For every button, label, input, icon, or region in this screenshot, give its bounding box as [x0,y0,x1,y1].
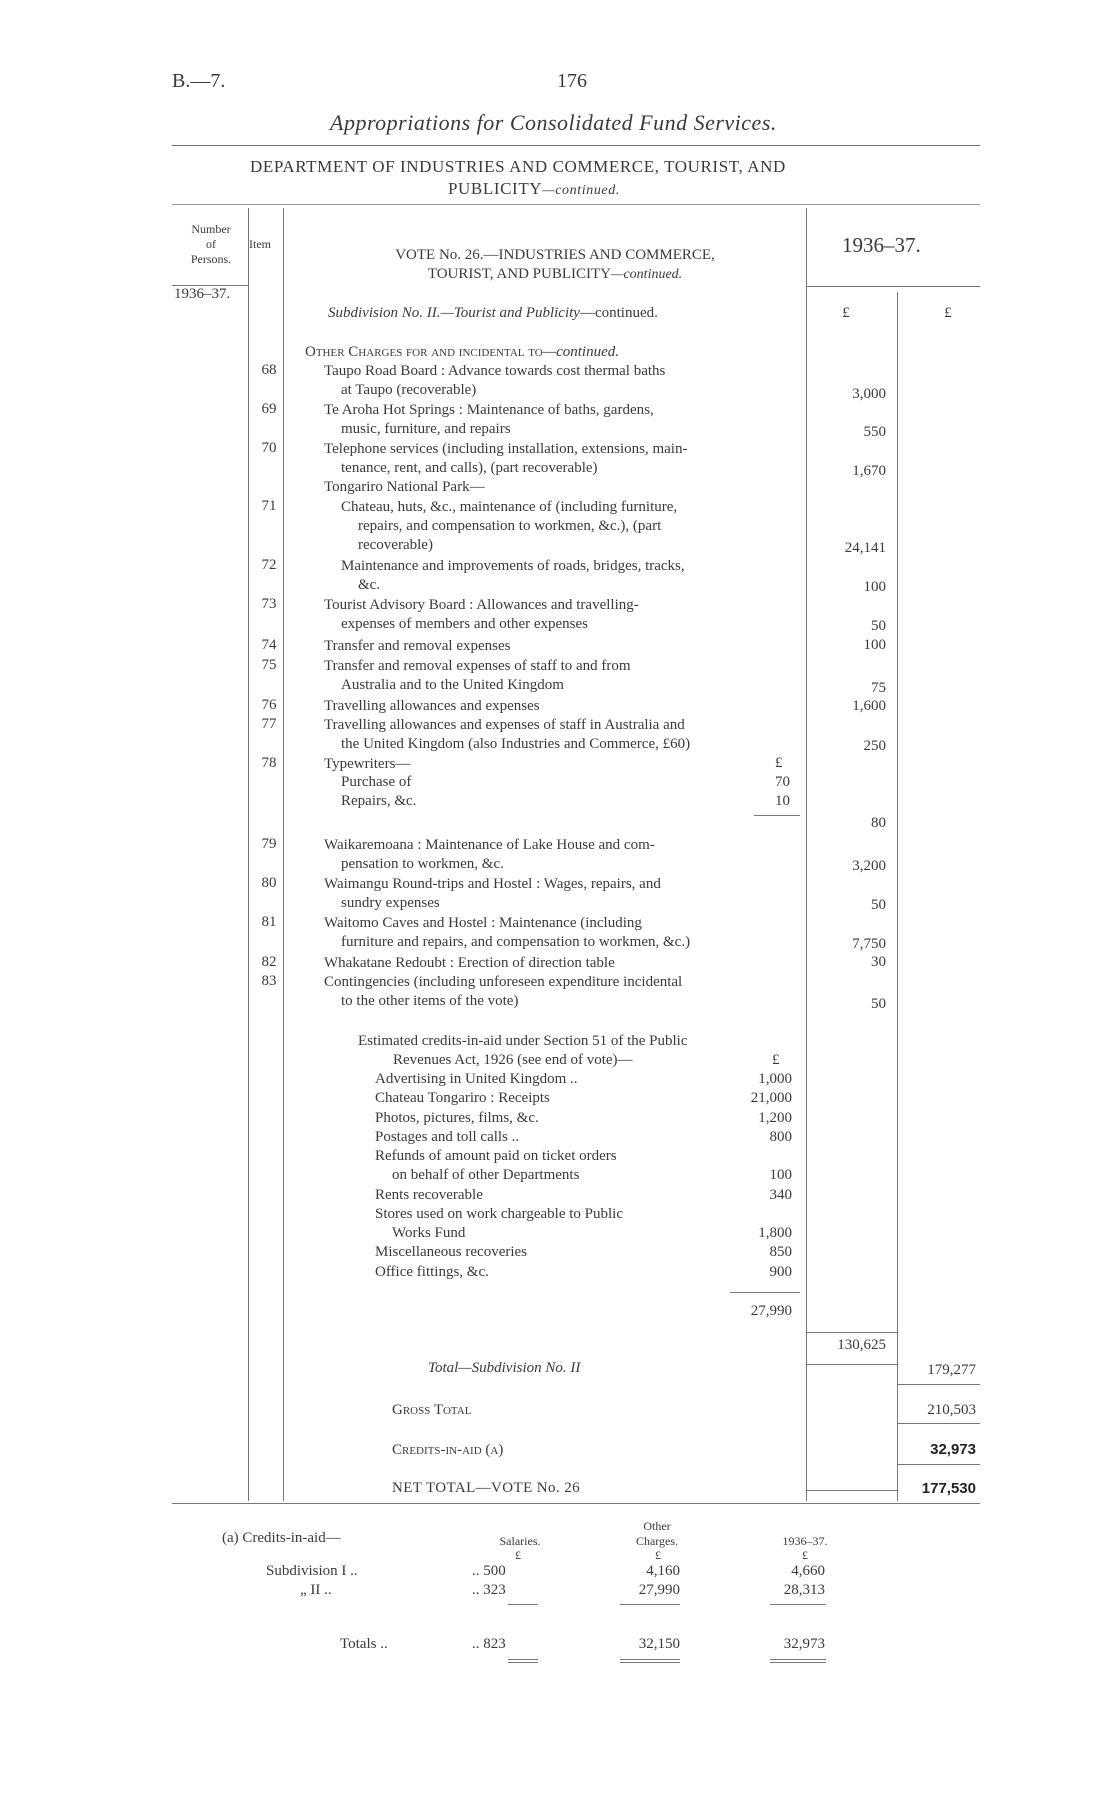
list-item: Waimangu Round-trips and Hostel : Wages, repairs, and sundry expenses [324,876,661,911]
credit-row-label: Refunds of amount paid on ticket orders [375,1148,617,1164]
item-amount: 80 [871,815,886,831]
subtotal-label: Total—Subdivision No. II [428,1360,581,1376]
item-amount: 100 [863,579,886,595]
item-number: 80 [261,875,277,891]
item-amount: 24,141 [844,540,886,556]
item-number: 70 [261,440,277,456]
footnote-row-other: 4,160 [646,1563,680,1579]
credit-row-amount: 340 [769,1187,792,1203]
pound-column-1: £ [842,305,850,321]
credit-row-amount: 21,000 [750,1090,792,1106]
list-item: Travelling allowances and expenses of staff in Australia and the United Kingdom (also Industries and Commerce, £60) [324,717,691,752]
credit-row-label-cont: Works Fund [392,1225,466,1241]
gross-total-label: Gross Total [392,1402,472,1418]
typewriter-pound: £ [775,755,783,771]
item-number: 75 [261,657,277,673]
item-number: 76 [261,697,277,713]
subtotal-column-1: 130,625 [837,1337,886,1353]
footnote-row-salaries: .. 323 [472,1582,506,1598]
persons-year-label: 1936–37. [174,286,231,302]
item-number: 81 [261,914,277,930]
item-number: 82 [261,954,277,970]
item-amount: 50 [871,996,886,1012]
credits-intro-cont: Revenues Act, 1926 (see end of vote)— [393,1052,633,1068]
item-number: 79 [261,836,277,852]
item-number: 68 [261,362,277,378]
list-item: Tourist Advisory Board : Allowances and travelling- expenses of members and other expenses [324,597,639,632]
item-amount: 1,670 [852,463,886,479]
list-item: Te Aroha Hot Springs : Maintenance of baths, gardens, music, furniture, and repairs [324,402,654,437]
list-item: Tongariro National Park— [324,479,485,495]
item-column-header: Item [249,237,271,251]
net-total-label: NET TOTAL—VOTE No. 26 [392,1480,581,1496]
footnote-pound: £ [655,1548,661,1562]
credit-row-amount: 1,800 [758,1225,792,1241]
subtotal-column-2: 179,277 [927,1362,976,1378]
footnote-row-salaries: .. 500 [472,1563,506,1579]
credits-intro: Estimated credits-in-aid under Section 51 of the Public [358,1033,688,1049]
credit-row-label: Photos, pictures, films, &c. [375,1110,539,1126]
list-item: Taupo Road Board : Advance towards cost thermal baths at Taupo (recoverable) [324,363,666,398]
page-title: Appropriations for Consolidated Fund Services. [330,110,777,135]
credits-in-aid-label: Credits-in-aid (a) [392,1442,504,1458]
credit-row-label-cont: on behalf of other Departments [392,1167,580,1183]
item-number: 69 [261,401,277,417]
item-amount: 100 [863,637,886,653]
credit-row-label: Postages and toll calls .. [375,1129,520,1145]
report-reference: B.—7. [172,70,226,92]
item-amount: 3,000 [852,386,886,402]
list-item: Contingencies (including unforeseen expenditure incidental to the other items of the vote) [324,974,683,1009]
list-item: Transfer and removal expenses of staff to and from Australia and to the United Kingdom [324,658,631,693]
vote-heading: VOTE No. 26.—INDUSTRIES AND COMMERCE, TOURIST, AND PUBLICITY—continued. [395,247,715,282]
typewriter-repairs-amount: 10 [775,793,790,809]
pound-column-2: £ [944,305,952,321]
footnote-row-year: 4,660 [791,1563,825,1579]
credit-row-label: Miscellaneous recoveries [375,1244,528,1260]
item-amount: 30 [871,954,886,970]
footnote-row-label: „ II .. [300,1582,332,1598]
credit-row-amount: 1,000 [758,1071,792,1087]
footnote-row-label: Subdivision I .. [266,1563,358,1579]
item-number: 73 [261,596,277,612]
credit-row-label: Chateau Tongariro : Receipts [375,1090,550,1106]
footnote-header-salaries: Salaries. [499,1534,541,1548]
credits-in-aid-value: 32,973 [930,1441,976,1458]
item-amount: 250 [863,738,886,754]
footnote-row-year: 28,313 [783,1582,825,1598]
list-item: Waitomo Caves and Hostel : Maintenance (including furniture and repairs, and compensation to workmen, &c.) [324,915,691,950]
footnote-header-year: 1936–37. [782,1534,828,1548]
credit-row-amount: 800 [769,1129,792,1145]
list-item: Waikaremoana : Maintenance of Lake House and com- pensation to workmen, &c. [324,837,655,872]
footnote-row-salaries: .. 823 [472,1636,506,1652]
item-number: 74 [261,637,277,653]
item-number: 83 [261,973,277,989]
typewriter-repairs-label: Repairs, &c. [341,793,417,809]
typewriter-purchase-label: Purchase of [341,774,412,790]
footnote-pound: £ [515,1548,521,1562]
list-item: Travelling allowances and expenses [324,698,540,714]
item-amount: 550 [863,424,886,440]
credit-row-amount: 1,200 [758,1110,792,1126]
footnote-row-year: 32,973 [783,1636,825,1652]
footnote-title: (a) Credits-in-aid— [222,1530,341,1546]
item-number: 78 [261,755,277,771]
item-amount: 50 [871,618,886,634]
credit-row-amount: 900 [769,1264,792,1280]
credits-pound: £ [772,1052,780,1068]
credit-row-amount: 100 [769,1167,792,1183]
other-charges-heading: Other Charges for and incidental to—continued. [305,344,619,360]
persons-column-header: Number of Persons. [190,222,232,266]
page-number: 176 [557,70,587,92]
footnote-row-other: 27,990 [638,1582,680,1598]
footnote-row-label: Totals .. [340,1636,388,1652]
typewriter-purchase-amount: 70 [775,774,790,790]
item-amount: 3,200 [852,858,886,874]
gross-total-value: 210,503 [927,1402,976,1418]
credit-row-label: Rents recoverable [375,1187,483,1203]
credits-total: 27,990 [750,1303,792,1319]
list-item: Whakatane Redoubt : Erection of direction table [324,955,615,971]
list-item: Typewriters— [324,756,411,772]
credit-row-label: Office fittings, &c. [375,1264,489,1280]
item-amount: 1,600 [852,698,886,714]
item-amount: 50 [871,897,886,913]
item-amount: 75 [871,680,886,696]
credit-row-label: Stores used on work chargeable to Public [375,1206,624,1222]
item-amount: 7,750 [852,936,886,952]
list-item: Telephone services (including installation, extensions, main- tenance, rent, and calls), (part recoverable) [324,441,688,476]
item-number: 77 [261,716,277,732]
item-number: 71 [261,498,277,514]
list-item: Maintenance and improvements of roads, bridges, tracks, &c. [341,558,685,593]
estimates-year-header: 1936–37. [842,233,921,257]
department-heading-cont: PUBLICITY—continued. [448,179,620,198]
footnote-header-other: Other Charges. [635,1519,679,1548]
item-number: 72 [261,557,277,573]
net-total-value: 177,530 [921,1480,976,1497]
subdivision-heading: Subdivision No. II.—Tourist and Publicity—continued. [328,305,658,321]
footnote-pound: £ [802,1548,808,1562]
list-item: Chateau, huts, &c., maintenance of (including furniture, repairs, and compensation to workmen, &c.), (part recoverable) [341,499,678,553]
credit-row-label: Advertising in United Kingdom .. [375,1071,578,1087]
credit-row-amount: 850 [769,1244,792,1260]
department-heading: DEPARTMENT OF INDUSTRIES AND COMMERCE, TOURIST, AND [250,157,786,176]
footnote-row-other: 32,150 [638,1636,680,1652]
list-item: Transfer and removal expenses [324,638,511,654]
